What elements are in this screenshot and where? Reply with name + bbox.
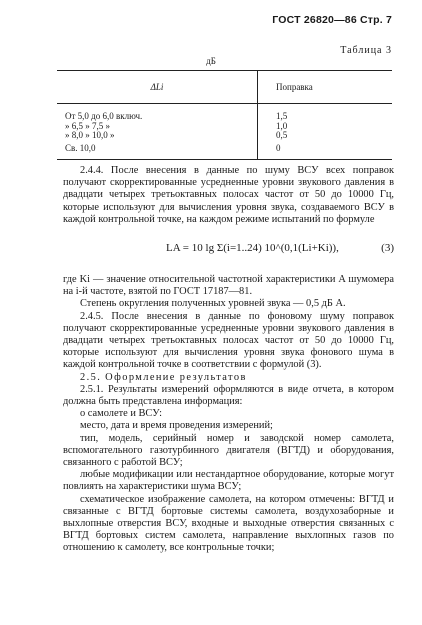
col-header-correction: Поправка	[258, 71, 393, 104]
correction-cell: 1,5 1,0 0,5	[276, 111, 288, 140]
document-body	[63, 165, 394, 555]
list-item: место, дата и время проведения измерений;	[80, 420, 273, 432]
paragraph-2-4-4: 2.4.4. После внесения в данные по шуму ВСУ всех поправок получают скорректированные усредненные уровни звукового давления в двадцати четырех третьоктавных полосах частот от 50 до 10000 Гц, которые используют для вычисления уровня звука, создаваемого ВСУ в каждой контрольной точке, на каждом режиме испытаний по формуле	[63, 165, 394, 225]
paragraph-2-5-1: 2.5.1. Результаты измерений оформляются в виде отчета, в котором должна быть представлена информация:	[63, 383, 394, 408]
table-row: Св. 10,0 0	[57, 144, 392, 160]
formula-block	[63, 228, 394, 272]
col-header-delta: ΔLi	[57, 71, 258, 104]
list-item: о самолете и ВСУ:	[80, 408, 163, 420]
formula: LA = 10 lg Σ(i=1..24) 10^(0,1(Li+Ki)),	[166, 242, 339, 255]
table-header-row	[57, 71, 392, 104]
list-item: любые модификации или нестандартное оборудование, которые могут повлиять на характеристики шума ВСУ;	[63, 469, 394, 493]
where-definition: где Ki — значение относительной частотной характеристики A шумомера на i-й частоте, взятой по ГОСТ 17187—81.	[63, 274, 394, 298]
table-row	[57, 104, 392, 144]
corrections-table	[57, 70, 392, 160]
table-unit: дБ	[206, 56, 216, 66]
range-cell: От 5,0 до 6,0 включ. » 6,5 » 7,5 » » 8,0 » 10,0 »	[57, 104, 258, 144]
list-item: тип, модель, серийный номер и заводской номер самолета, вспомогательного газотурбинного двигателя (ВГТД) и оборудования, связанного с работой ВСУ;	[63, 432, 394, 469]
paragraph-2-4-5: 2.4.5. После внесения в данные по фоновому шуму поправок получают скорректированные усредненные уровни звукового давления в двадцати четырех третьоктавных полосах частот от 50 до 10000 Гц, которые используют для вычисления уровня звука фонового шума в каждой контрольной точке в соответствии с формулой (3).	[63, 310, 394, 371]
formula-number: (3)	[381, 242, 394, 255]
rounding-note: Степень округления полученных уровней звука — 0,5 дБ A.	[80, 298, 346, 310]
section-heading-2-5: 2.5. Оформление результатов	[80, 371, 247, 383]
table-caption: Таблица 3	[340, 45, 392, 56]
list-item: схематическое изображение самолета, на котором отмечены: ВГТД и связанные с ВГТД бортовые системы самолета, воздухозаборные и выхлопные отверстия ВСУ, входные и выходные отверстия связанных с ВГТД бортовых систем самолета, направление выхлопных газов по отношению к самолету, все контрольные точки;	[63, 493, 394, 554]
page-header: ГОСТ 26820—86 Стр. 7	[272, 14, 392, 26]
